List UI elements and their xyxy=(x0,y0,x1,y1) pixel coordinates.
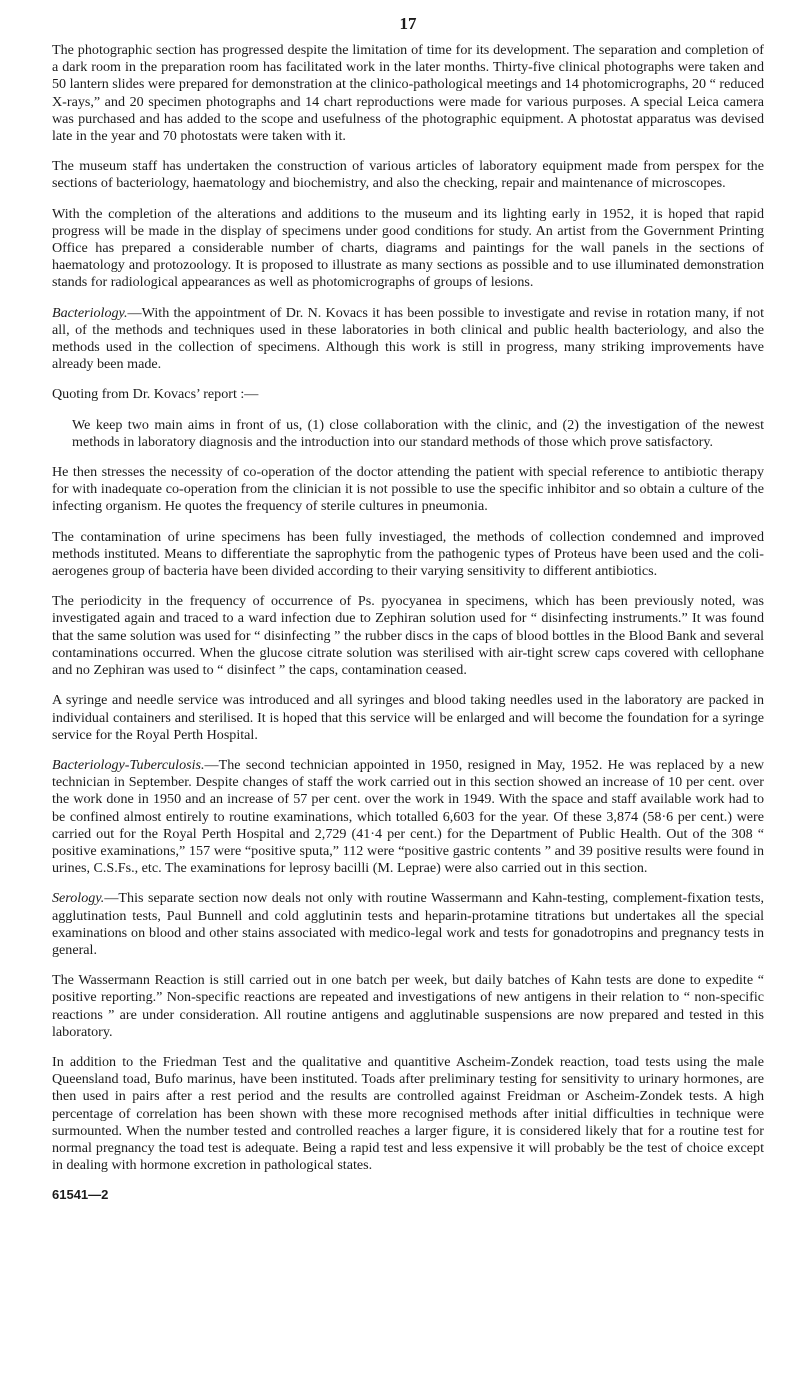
paragraph-photographic-section: The photographic section has progressed despite the limitation of time for its development. The separation and completion of a dark room in the preparation room has facilitated work in the later months. Thirty-five clinical photographs were taken and 50 lantern slides were prepared for demonstration at the clinico-pathological meetings and 14 photomicrographs, 20 “ reduced X-rays,” and 20 specimen photographs and 14 chart reproductions were made for various purposes. A special Leica camera was purchased and has added to the scope and usefulness of the photographic equipment. A photostat apparatus was devised late in the year and 70 photostats were taken with it. xyxy=(52,42,764,145)
page-number: 17 xyxy=(399,14,417,33)
paragraph-serology xyxy=(52,890,764,959)
paragraph-museum-staff: The museum staff has undertaken the construction of various articles of laboratory equipment made from perspex for the sections of bacteriology, haematology and biochemistry, and also the checking, repair and maintenance of microscopes. xyxy=(52,158,764,192)
quoted-report: We keep two main aims in front of us, (1) close collaboration with the clinic, and (2) the investigation of the newest methods in laboratory diagnosis and the introduction into our standard methods of those which prove satisfactory. xyxy=(72,416,764,450)
heading-serology: Serology. xyxy=(52,890,105,907)
paragraph-bacteriology xyxy=(52,305,764,374)
paragraph-toad-tests: In addition to the Friedman Test and the qualitative and quantitive Ascheim-Zondek reaction, toad tests using the male Queensland toad, Bufo marinus, have been instituted. Toads after preliminary testing for sensitivity to urinary hormones, are then used in pairs after a rest period and the results are controlled against Freidman or Ascheim-Zondek tests. A high percentage of correlation has been shown with these more recognised methods after initial difficulties in technique were surmounted. When the number tested and controlled reaches a larger figure, it is considered likely that for a routine test for normal pregnancy the toad test is adequate. Being a rapid test and less expensive it will probably be the test of choice except in dealing with hormone excretion in pathological states. xyxy=(52,1053,764,1174)
paragraph-pyocyanea: The periodicity in the frequency of occurrence of Ps. pyocyanea in specimens, which has been previously noted, was investigated again and traced to a ward infection due to Zephiran solution used for “ disinfecting instruments.” It was found that the same solution was used for “ disinfecting ” the rubber discs in the caps of blood bottles in the Blood Bank and several contaminations occurred. When the glucose citrate solution was sterilised with air-tight screw caps covered with cellophane and no Zephiran was used to “ disinfect ” the caps, contamination ceased. xyxy=(52,593,764,679)
bacteriology-text: —With the appointment of Dr. N. Kovacs it has been possible to investigate and revise in rotation many, if not all, of the methods and techniques used in these laboratories in both clinical and public health bacteriology, and also the methods used in the collection of specimens. Although this work is still in progress, many striking improvements have already been made. xyxy=(52,304,764,373)
serology-text: —This separate section now deals not only with routine Wassermann and Kahn-testing, complement-fixation tests, agglutination tests, Paul Bunnell and cold agglutinin tests and heparin-protamine titrations but undertakes all the special examinations on blood and other stains associated with medico-legal work and tests for gonadotropins and pregnancy tests in general. xyxy=(52,890,764,958)
paragraph-museum-alterations: With the completion of the alterations and additions to the museum and its lighting early in 1952, it is hoped that rapid progress will be made in the display of specimens under good conditions for study. An artist from the Government Printing Office has prepared a considerable number of charts, diagrams and paintings for the wall panels in the sections of haematology and protozoology. It is proposed to illustrate as many sections as possible and to use illuminated demonstration stands for radiological appearances as well as photomicrographs of groups of lesions. xyxy=(52,205,764,291)
paragraph-quoting: Quoting from Dr. Kovacs’ report :— xyxy=(52,386,259,403)
paragraph-syringe-service: A syringe and needle service was introduced and all syringes and blood taking needles used in the laboratory are packed in individual containers and sterilised. It is hoped that this service will be enlarged and will become the foundation for a syringe service for the Royal Perth Hospital. xyxy=(52,692,764,743)
heading-bacteriology: Bacteriology. xyxy=(52,304,128,321)
paragraph-tuberculosis xyxy=(52,757,764,877)
document-page xyxy=(52,14,764,1202)
heading-tuberculosis: Bacteriology-Tuberculosis. xyxy=(52,756,205,773)
tuberculosis-text: —The second technician appointed in 1950, resigned in May, 1952. He was replaced by a new technician in September. Despite changes of staff the work carried out in this section showed an increase of 10 per cent. over the work done in 1950 and an increase of 57 per cent. over the work in 1949. With the space and staff available work had to be confined almost entirely to routine examinations, which totalled 6,603 for the year. Of these 3,874 (58·6 per cent.) were carried out for the Royal Perth Hospital and 2,729 (41·4 per cent.) for the Department of Public Health. Out of the 308 “ positive examinations,” 157 were “positive sputa,” 112 were “positive gastric contents ” and 39 positive results were found in urines, C.S.Fs., etc. The examinations for leprosy bacilli (M. Leprae) were also carried out in this section. xyxy=(52,756,764,877)
print-code: 61541—2 xyxy=(52,1187,109,1203)
paragraph-wassermann: The Wassermann Reaction is still carried out in one batch per week, but daily batches of Kahn tests are done to expedite “ positive reporting.” Non-specific reactions are repeated and investigations of new antigens in their relation to “ non-specific reactions ” are under consideration. All routine antigens and agglutinable suspensions are now prepared and tested in this laboratory. xyxy=(52,972,764,1040)
paragraph-cooperation: He then stresses the necessity of co-operation of the doctor attending the patient with special reference to antibiotic therapy for with inadequate co-operation from the clinician it is not possible to use the specific inhibitor and so obtain a culture of the infecting organism. He quotes the frequency of sterile cultures in pneumonia. xyxy=(52,464,764,515)
paragraph-urine-contamination: The contamination of urine specimens has been fully investiaged, the methods of collection condemned and improved methods instituted. Means to differentiate the saprophytic from the pathogenic types of Proteus have been used and the coli-aerogenes group of bacteria have been divided according to their varying sensitivity to different antibiotics. xyxy=(52,528,764,580)
